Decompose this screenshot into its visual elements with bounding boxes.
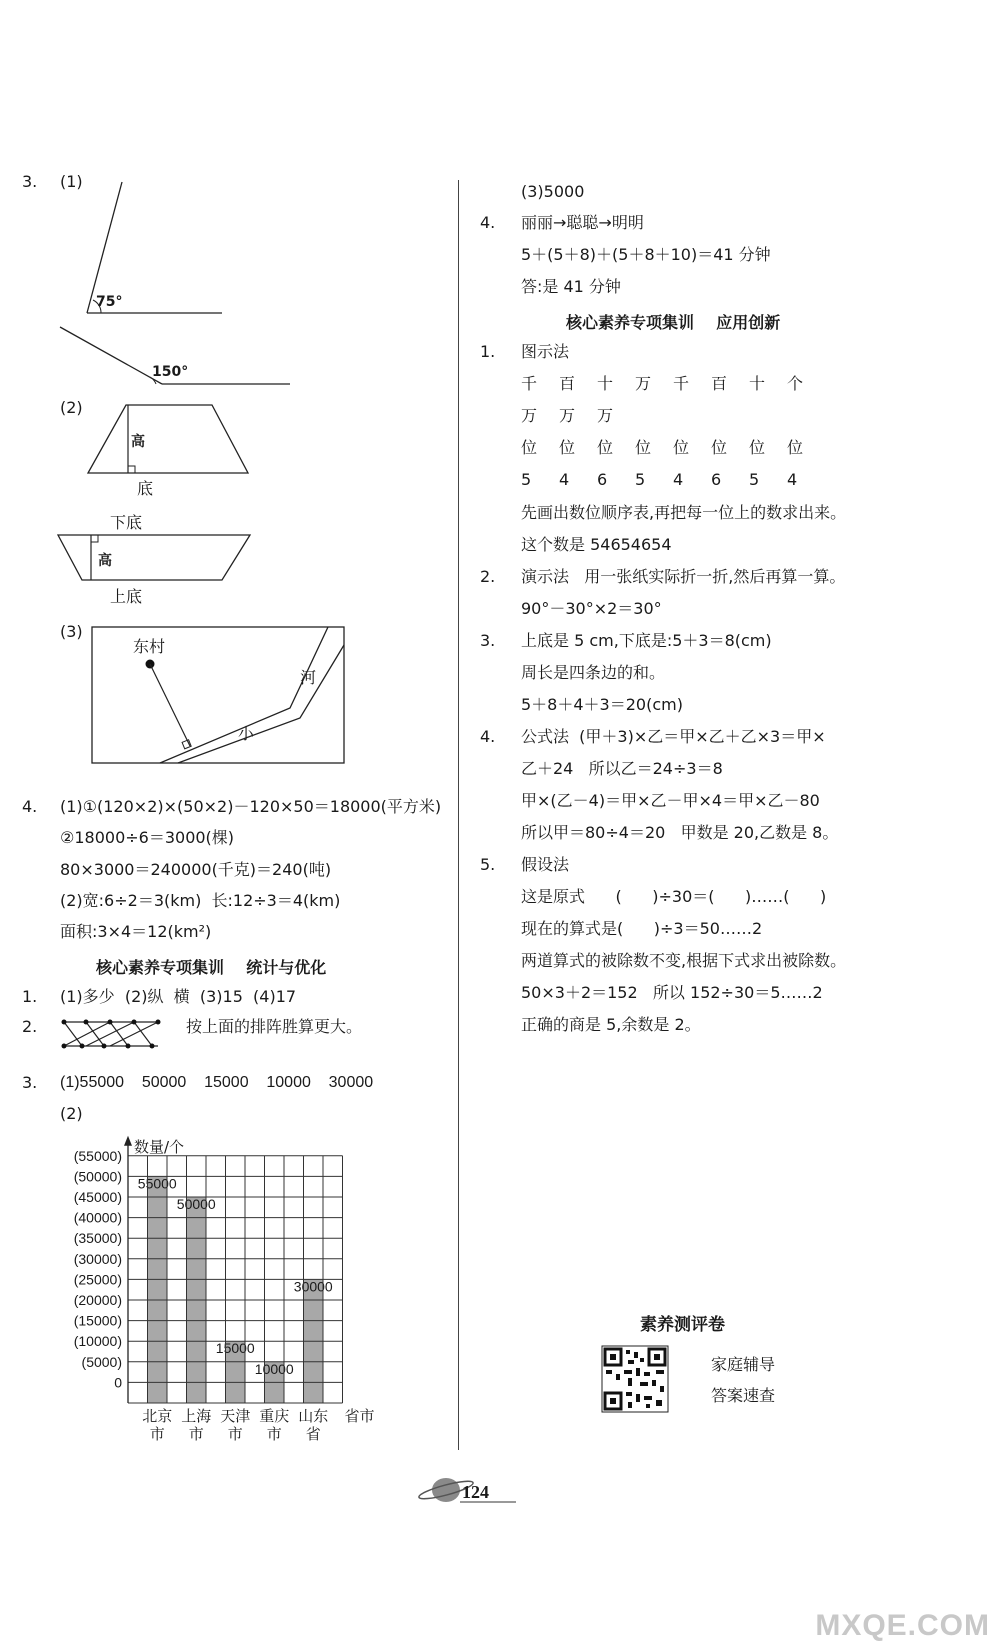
height-label-2: 高 (98, 553, 112, 569)
place-value-cell: 位 (673, 438, 690, 457)
place-value-cell: 5 (635, 470, 646, 489)
bar-value-label: 10000 (254, 1360, 294, 1377)
stat-q1-answer: (1)多少 (2)纵 横 (3)15 (4)17 (60, 987, 297, 1006)
place-value-cell: 百 (559, 374, 576, 393)
y-tick-label: (45000) (73, 1189, 122, 1205)
place-value-cell: 5 (749, 470, 760, 489)
place-value-cell: 6 (711, 470, 722, 489)
a5-line3: 现在的算式是( )÷3＝50……2 (521, 919, 763, 938)
q4-number: 4. (22, 797, 38, 816)
a5-line1: 假设法 (521, 855, 570, 874)
q3-number: 3. (22, 172, 38, 191)
y-axis-label: 数量/个 (134, 1137, 185, 1156)
a2-line1: 演示法 用一张纸实际折一折,然后再算一算。 (521, 567, 846, 586)
place-value-cell: 万 (521, 406, 538, 425)
r-q4-line2: 5＋(5＋8)＋(5＋8＋10)＝41 分钟 (521, 245, 771, 264)
a4-number: 4. (480, 727, 496, 746)
q4-line5: 面积:3×4＝12(km²) (60, 922, 212, 941)
angle-75-label: 75° (96, 294, 123, 310)
x-category-label: 重庆 (259, 1407, 290, 1425)
stat-q3-number: 3. (22, 1073, 38, 1092)
place-value-cell: 千 (521, 374, 538, 393)
place-value-cell: 位 (749, 438, 766, 457)
bar-value-label: 30000 (293, 1278, 333, 1295)
place-value-cell: 5 (521, 470, 532, 489)
section-title-application: 核心素养专项集训 应用创新 (566, 313, 781, 332)
x-category-label: 天津 (220, 1407, 251, 1425)
r-answer-3: (3)5000 (521, 182, 585, 201)
promo-line1: 家庭辅导 (711, 1355, 776, 1374)
a3-number: 3. (480, 631, 496, 650)
y-tick-label: (35000) (73, 1230, 122, 1247)
q4-line2: ②18000÷6＝3000(棵) (60, 828, 235, 847)
a1-method: 图示法 (521, 342, 570, 361)
small-label: 小 (238, 724, 255, 743)
y-tick-label: (30000) (73, 1250, 122, 1267)
stat-q1-number: 1. (22, 987, 38, 1006)
page-number: 124 (462, 1482, 489, 1502)
x-category-label: 市 (266, 1425, 282, 1443)
a3-line2: 周长是四条边的和。 (521, 663, 666, 682)
y-tick-label: (15000) (73, 1312, 122, 1329)
a1-number: 1. (480, 342, 496, 361)
place-value-cell: 位 (635, 438, 652, 457)
bar-value-label: 50000 (176, 1196, 216, 1212)
x-category-label: 市 (188, 1425, 204, 1443)
a1-line1: 先画出数位顺序表,再把每一位上的数求出来。 (521, 503, 847, 522)
a5-line6: 正确的商是 5,余数是 2。 (521, 1015, 701, 1034)
place-value-cell: 万 (635, 374, 652, 393)
x-axis-label: 省市 (344, 1407, 375, 1425)
x-category-label: 省 (305, 1425, 321, 1443)
stat-q3-line2: (2) (60, 1104, 83, 1123)
place-value-cell: 千 (673, 374, 690, 393)
top-base-label: 上底 (110, 587, 143, 606)
y-tick-label: 0 (114, 1374, 122, 1391)
q4-line1: (1)①(120×2)×(50×2)－120×50＝18000(平方米) (60, 797, 442, 816)
a4-line1: 公式法 (甲＋3)×乙＝甲×乙＋乙×3＝甲× (521, 727, 826, 746)
east-village-label: 东村 (133, 637, 166, 656)
angle-150-label: 150° (152, 364, 189, 380)
a1-line2: 这个数是 54654654 (521, 535, 672, 554)
bar-value-label: 15000 (215, 1340, 255, 1357)
r-q4-number: 4. (480, 213, 496, 232)
place-value-cell: 4 (787, 470, 798, 489)
y-tick-label: (25000) (73, 1271, 122, 1288)
x-category-label: 北京 (142, 1407, 173, 1425)
place-value-cell: 十 (597, 374, 614, 393)
height-label-1: 高 (131, 434, 145, 450)
a4-line4: 所以甲＝80÷4＝20 甲数是 20,乙数是 8。 (521, 823, 839, 842)
a4-line3: 甲×(乙－4)＝甲×乙－甲×4＝甲×乙－80 (521, 791, 820, 810)
a2-number: 2. (480, 567, 496, 586)
base-label: 底 (137, 479, 154, 498)
place-value-cell: 万 (597, 406, 614, 425)
place-value-cell: 位 (597, 438, 614, 457)
a5-line4: 两道算式的被除数不变,根据下式求出被除数。 (521, 951, 847, 970)
bar-chart (0, 0, 460, 1460)
column-divider (458, 180, 459, 1450)
a4-line2: 乙＋24 所以乙＝24÷3＝8 (521, 759, 723, 778)
x-category-label: 市 (149, 1425, 165, 1443)
a3-line1: 上底是 5 cm,下底是:5＋3＝8(cm) (521, 631, 772, 650)
y-tick-label: (5000) (81, 1353, 122, 1370)
bar-value-label: 55000 (137, 1175, 177, 1192)
place-value-cell: 位 (711, 438, 728, 457)
x-category-label: 市 (227, 1425, 243, 1443)
place-value-cell: 4 (559, 470, 570, 489)
place-value-cell: 6 (597, 470, 608, 489)
a5-line2: 这是原式 ( )÷30＝( )……( ) (521, 887, 827, 906)
promo-line2: 答案速查 (711, 1386, 776, 1405)
q4-line3: 80×3000＝240000(千克)＝240(吨) (60, 860, 332, 879)
r-q4-line3: 答:是 41 分钟 (521, 277, 621, 296)
bar-0 (148, 1176, 168, 1403)
q3-part3-label: (3) (60, 622, 83, 641)
stat-q3-line1: (1)55000 50000 15000 10000 30000 (60, 1074, 374, 1091)
y-tick-label: (40000) (73, 1209, 122, 1226)
watermark: MXQE.COM (815, 1609, 990, 1642)
a5-number: 5. (480, 855, 496, 874)
place-value-cell: 位 (559, 438, 576, 457)
y-tick-label: (10000) (73, 1333, 122, 1350)
place-value-cell: 万 (559, 406, 576, 425)
q3-part1-label: (1) (60, 172, 83, 191)
a2-line2: 90°－30°×2＝30° (521, 599, 662, 618)
y-tick-label: (50000) (73, 1168, 122, 1185)
section-title-statistics: 核心素养专项集训 统计与优化 (96, 958, 327, 977)
place-value-cell: 位 (521, 438, 538, 457)
place-value-cell: 个 (787, 374, 804, 393)
q3-part2-label: (2) (60, 398, 83, 417)
a3-line3: 5＋8＋4＋3＝20(cm) (521, 695, 683, 714)
place-value-cell: 十 (749, 374, 766, 393)
stat-q2-number: 2. (22, 1017, 38, 1036)
y-axis-arrow (124, 1136, 132, 1146)
a5-line5: 50×3＋2＝152 所以 152÷30＝5……2 (521, 983, 823, 1002)
x-category-label: 山东 (298, 1407, 329, 1425)
bottom-base-label: 下底 (110, 513, 143, 532)
x-category-label: 上海 (181, 1407, 212, 1425)
r-q4-line1: 丽丽→聪聪→明明 (521, 213, 644, 232)
place-value-cell: 4 (673, 470, 684, 489)
place-value-cell: 位 (787, 438, 804, 457)
promo-title: 素养测评卷 (640, 1315, 725, 1335)
river-label: 河 (300, 668, 317, 687)
q4-line4: (2)宽:6÷2＝3(km) 长:12÷3＝4(km) (60, 891, 341, 910)
qr-code-icon[interactable] (602, 1346, 668, 1412)
stat-q2-answer: 按上面的排阵胜算更大。 (186, 1017, 363, 1036)
y-tick-label: (20000) (73, 1292, 122, 1308)
place-value-cell: 百 (711, 374, 728, 393)
y-tick-label: (55000) (73, 1147, 122, 1164)
